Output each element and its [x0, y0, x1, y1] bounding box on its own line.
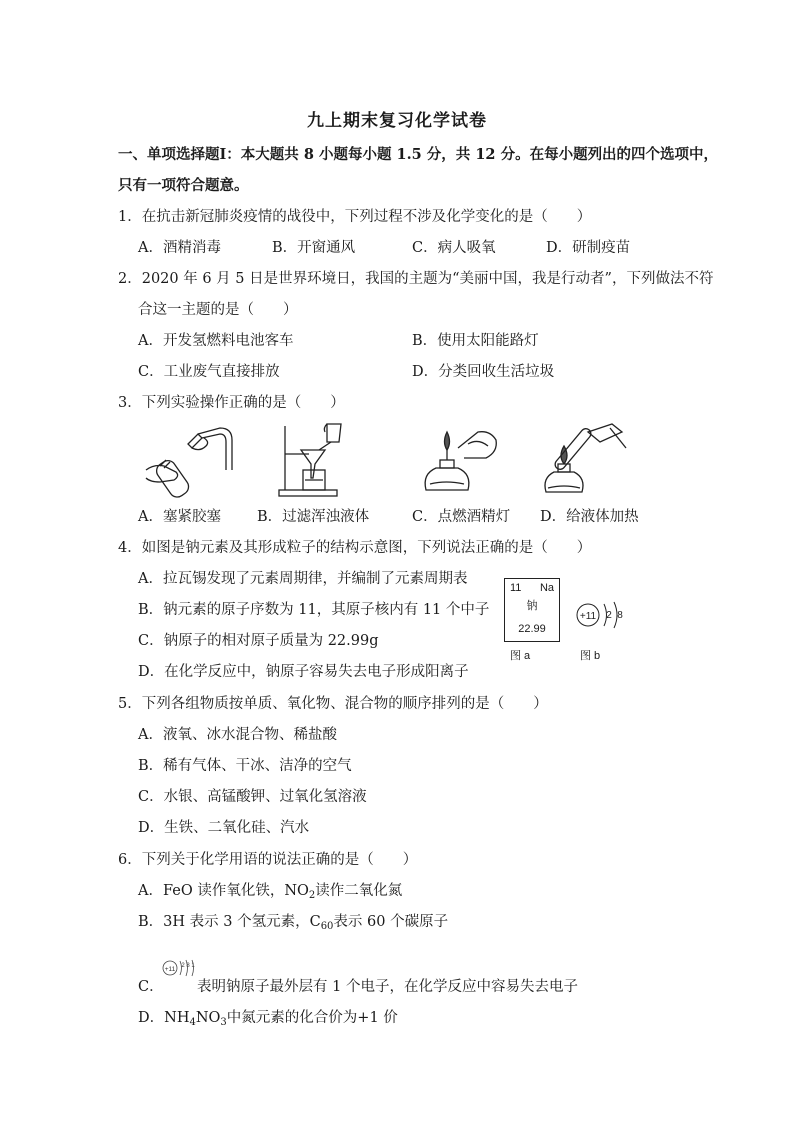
q2-option-c: C．工业废气直接排放: [138, 364, 280, 380]
filtration-illustration: [275, 420, 355, 500]
q5-stem: 5．下列各组物质按单质、氧化物、混合物的顺序排列的是（ ）: [118, 696, 548, 712]
q2-option-b: B．使用太阳能路灯: [412, 333, 539, 349]
q4-option-a: A．拉瓦锡发现了元素周期律，并编制了元素周期表: [138, 571, 468, 587]
q3-option-a: A．塞紧胶塞: [138, 509, 221, 525]
q4-option-c: C．钠原子的相对原子质量为 22.99g: [138, 633, 379, 649]
q4-stem: 4．如图是钠元素及其形成粒子的结构示意图，下列说法正确的是（ ）: [118, 540, 592, 556]
figure-a-caption: 图 a: [510, 650, 531, 662]
q6-option-b: B．3H 表示 3 个氢元素，$C_{60}$表示 60 个碳原子: [138, 914, 449, 932]
q3-stem: 3．下列实验操作正确的是（ ）: [118, 395, 345, 411]
q4-option-b: B．钠元素的原子序数为 11，其原子核内有 11 个中子: [138, 602, 490, 618]
atom-nucleus-charge: +11: [164, 966, 176, 973]
insert-stopper-illustration: [140, 420, 240, 500]
q2-option-d: D．分类回收生活垃圾: [412, 364, 555, 380]
heating-liquid-illustration: [540, 418, 630, 502]
ion-nucleus-charge: +11: [579, 611, 597, 622]
q6-option-d: D．$NH_4NO_3$中氮元素的化合价为+1 价: [138, 1010, 398, 1028]
sodium-ion-structure-diagram: [572, 594, 632, 636]
q3-option-c: C．点燃酒精灯: [412, 509, 511, 525]
section-heading-line2: 只有一项符合题意。: [118, 177, 249, 194]
q5-option-c: C．水银、高锰酸钾、过氧化氢溶液: [138, 789, 367, 805]
q2-stem-line1: 2．2020 年 6 月 5 日是世界环境日，我国的主题为“美丽中国，我是行动者”，下列做法不符: [118, 271, 714, 287]
page-title: 九上期末复习化学试卷: [307, 111, 487, 131]
q2-stem-line2: 合这一主题的是（ ）: [138, 302, 298, 318]
q2-option-a: A．开发氢燃料电池客车: [138, 333, 294, 349]
lighting-alcohol-lamp-illustration: [418, 418, 508, 502]
atom-shell-electrons: 2 8 1: [181, 963, 195, 969]
ion-shell-2-electrons: 8: [617, 610, 623, 621]
q6-option-a: A．FeO 读作氧化铁，$NO_2$读作二氧化氮: [138, 883, 403, 901]
atomic-mass: 22.99: [518, 623, 546, 635]
q3-option-d: D．给液体加热: [540, 509, 639, 525]
atomic-number: 11: [510, 582, 522, 594]
q6-stem: 6．下列关于化学用语的说法正确的是（ ）: [118, 852, 418, 868]
q1-option-c: C．病人吸氧: [412, 240, 496, 256]
section-heading-line1: 一、单项选择题Ⅰ：本大题共 8 小题每小题 1.5 分，共 12 分。在每小题列出的四个选项中，: [118, 146, 719, 163]
q1-option-b: B．开窗通风: [272, 240, 356, 256]
q5-option-a: A．液氧、冰水混合物、稀盐酸: [138, 727, 337, 743]
element-name: 钠: [526, 600, 538, 612]
element-cell-sodium: [504, 578, 560, 642]
ion-shell-1-electrons: 2: [606, 610, 612, 621]
sodium-atom-structure-diagram: [160, 958, 200, 988]
q3-option-b: B．过滤浑浊液体: [257, 509, 370, 525]
figure-b-caption: 图 b: [580, 650, 601, 662]
element-symbol: Na: [539, 582, 554, 594]
q1-option-a: A．酒精消毒: [138, 240, 221, 256]
q5-option-d: D．生铁、二氧化硅、汽水: [138, 820, 310, 836]
q1-stem: 1．在抗击新冠肺炎疫情的战役中，下列过程不涉及化学变化的是（ ）: [118, 209, 592, 225]
q4-option-d: D．在化学反应中，钠原子容易失去电子形成阳离子: [138, 664, 469, 680]
q6-option-c-label: C．: [138, 979, 164, 995]
q5-option-b: B．稀有气体、干冰、洁净的空气: [138, 758, 352, 774]
q6-option-c-text: 表明钠原子最外层有 1 个电子，在化学反应中容易失去电子: [197, 979, 578, 995]
q1-option-d: D．研制疫苗: [546, 240, 631, 256]
